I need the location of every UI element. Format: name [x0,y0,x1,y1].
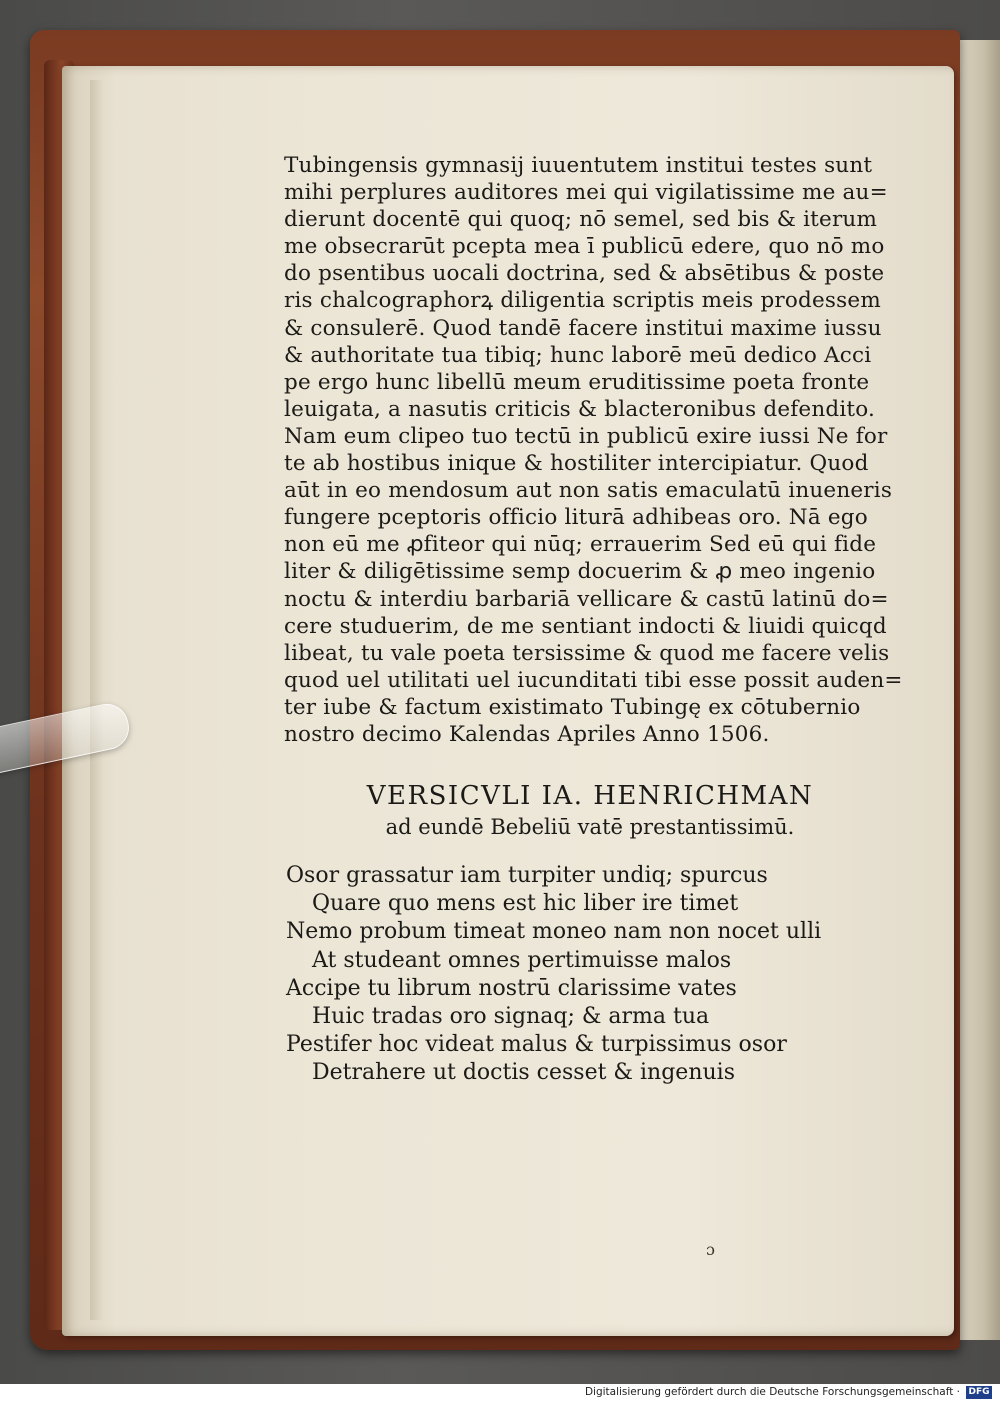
text-line: Tubingensis gymnasij iuuentutem institui testes sunt [284,153,873,178]
text-line: nostro decimo Kalendas Apriles Anno 1506. [284,721,770,747]
poem-subtitle: ad eundē Bebeliū vatē prestantissimū. [385,815,795,839]
text-line: te ab hostibus inique & hostiliter intercipiatur. Quod [284,451,869,477]
signature-mark: ɔ [706,1240,715,1259]
dedication-text [284,152,903,748]
text-line: non eū me ꝓfiteor qui nūq; errauerim Sed eū qui fide [284,532,877,558]
verse-line: Nemo probum timeat moneo nam non nocet ulli [286,919,822,945]
poem-verses [286,862,886,1088]
text-line: & consulerē. Quod tandē facere institui maxime iussu [284,315,882,341]
verse-line: Accipe tu librum nostrū clarissime vates [286,975,737,1001]
text-line: pe ergo hunc libellū meum eruditissime poeta fronte [284,369,870,395]
text-line: ris chalcographorꝝ diligentia scriptis meis prodessem [284,288,881,314]
footer-credit: Digitalisierung gefördert durch die Deutsche Forschungsgemeinschaft · [584,1386,960,1398]
page-gutter [90,80,104,1320]
verse-line: Huic tradas oro signaq; & arma tua [312,1004,710,1030]
text-line: quod uel utilitati uel iucunditati tibi esse possit auden= [284,667,903,693]
text-line: leuigata, a nasutis criticis & blacteronibus defendito. [284,396,876,422]
next-page-edge [959,40,1000,1340]
verse-line: Pestifer hoc videat malus & turpissimus osor [286,1032,787,1058]
verse-line: Detrahere ut doctis cesset & ingenuis [312,1060,735,1086]
text-line: Nam eum clipeo tuo tectū in publicū exire iussi Ne for [284,423,888,449]
text-line: fungere pceptoris officio liturā adhibeas oro. Nā ego [284,505,868,531]
poem-heading [300,780,880,840]
verse-line: At studeant omnes pertimuisse malos [312,947,732,973]
text-line: cere studuerim, de me sentiant indocti & liuidi quicqd [284,613,887,639]
poem-title: VERSICVLI IA. HENRICHMAN [366,781,814,811]
text-line: liter & diligētissime semp docuerim & ꝓ meo ingenio [284,559,876,585]
dfg-logo: DFG [966,1386,992,1399]
text-line: mihi perplures auditores mei qui vigilatissime me au= [284,180,888,206]
text-line: libeat, tu vale poeta tersissime & quod me facere velis [284,640,890,666]
text-line: me obsecrarūt pcepta mea ī publicū edere, quo nō mo [284,234,885,260]
text-line: dierunt docentē qui quoq; nō semel, sed bis & iterum [284,207,878,233]
verse-line: Osor grassatur iam turpiter undiq; spurcus [286,863,768,888]
text-line: ter iube & factum existimato Tubingę ex cōtubernio [284,694,861,720]
text-line: & authoritate tua tibiq; hunc laborē meū dedico Acci [284,342,872,368]
text-line: do psentibus uocali doctrina, sed & absētibus & poste [284,261,885,287]
text-line: aūt in eo mendosum aut non satis emaculatū inueneris [284,478,893,504]
text-line: noctu & interdiu barbariā vellicare & castū latinū do= [284,586,889,612]
verse-line: Quare quo mens est hic liber ire timet [312,891,739,917]
